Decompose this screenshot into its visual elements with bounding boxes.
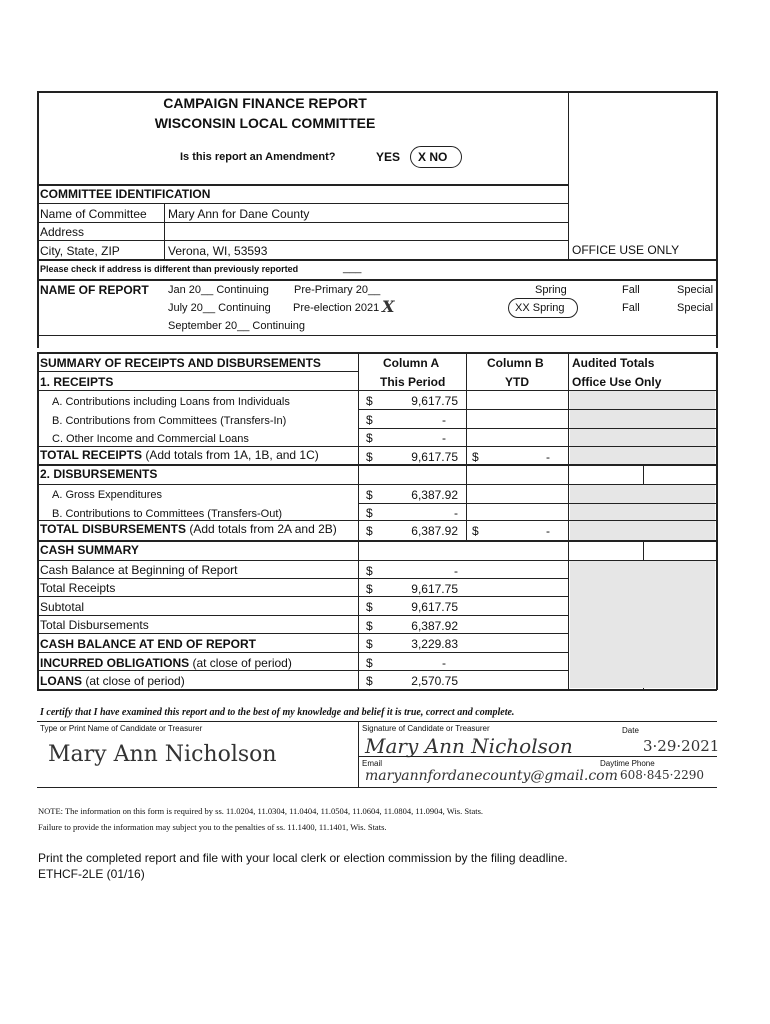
cash-total-disbursements-label: Total Disbursements xyxy=(40,618,149,632)
total-disbursements-label: TOTAL DISBURSEMENTS (Add totals from 2A and 2B) xyxy=(40,522,337,536)
cash-total-receipts-value[interactable]: 9,617.75 xyxy=(411,582,458,596)
committee-name-label: Name of Committee xyxy=(40,207,147,221)
summary-heading: SUMMARY OF RECEIPTS AND DISBURSEMENTS xyxy=(40,356,321,370)
audited-subheading: Office Use Only xyxy=(572,375,662,389)
print-name-label: Type or Print Name of Candidate or Treasurer xyxy=(40,724,203,733)
incurred-obligations-value[interactable]: - xyxy=(442,656,446,670)
receipt-a-value[interactable]: 9,617.75 xyxy=(411,394,458,408)
loans-value[interactable]: 2,570.75 xyxy=(411,674,458,688)
total-disbursements-ytd-value[interactable]: - xyxy=(546,524,550,538)
report-spring[interactable]: Spring xyxy=(535,284,567,296)
committee-name-value[interactable]: Mary Ann for Dane County xyxy=(168,207,310,221)
print-name-value[interactable]: Mary Ann Nicholson xyxy=(48,742,277,767)
total-receipts-label: TOTAL RECEIPTS (Add totals from 1A, 1B, and 1C) xyxy=(40,448,319,462)
note-line-1: NOTE: The information on this form is required by ss. 11.0204, 11.0304, 11.0404, 11.0504, 11.0604, 11.0804, 11.0904, Wis. Stats. xyxy=(38,806,484,816)
report-july[interactable]: July 20__ Continuing xyxy=(168,302,271,314)
disbursement-b-label: B. Contributions to Committees (Transfers-Out) xyxy=(52,508,283,520)
certification-text: I certify that I have examined this report and to the best of my knowledge and belief it is true, correct and complete. xyxy=(40,707,515,718)
disbursement-a-value[interactable]: 6,387.92 xyxy=(411,488,458,502)
cash-total-disbursements-value[interactable]: 6,387.92 xyxy=(411,619,458,633)
city-value[interactable]: Verona, WI, 53593 xyxy=(168,244,268,258)
disbursements-heading: 2. DISBURSEMENTS xyxy=(40,467,158,481)
cash-end-balance-dollar: $ xyxy=(366,637,373,651)
column-a-subheading: This Period xyxy=(380,375,446,389)
disbursement-b-dollar: $ xyxy=(366,506,373,520)
date-label: Date xyxy=(622,726,639,735)
signature-value[interactable]: Mary Ann Nicholson xyxy=(365,734,573,758)
note-line-2: Failure to provide the information may subject you to the penalties of ss. 11.1400, 11.1401, Wis. Stats. xyxy=(38,822,387,832)
disbursement-b-value[interactable]: - xyxy=(454,506,458,520)
report-fall-2[interactable]: Fall xyxy=(622,302,640,314)
disbursement-a-dollar: $ xyxy=(366,488,373,502)
cash-beginning-dollar: $ xyxy=(366,564,373,578)
total-receipts-dollar: $ xyxy=(366,450,373,464)
receipt-a-dollar: $ xyxy=(366,394,373,408)
report-title: CAMPAIGN FINANCE REPORT xyxy=(163,95,367,111)
total-disbursements-dollar: $ xyxy=(366,524,373,538)
total-receipts-value[interactable]: 9,617.75 xyxy=(411,450,458,464)
cash-total-receipts-label: Total Receipts xyxy=(40,581,116,595)
incurred-obligations-label: INCURRED OBLIGATIONS (at close of period) xyxy=(40,656,292,670)
amendment-no[interactable]: X NO xyxy=(418,150,448,164)
filing-instruction: Print the completed report and file with your local clerk or election commission by the filing deadline. xyxy=(38,851,568,865)
amendment-yes[interactable]: YES xyxy=(376,150,401,164)
report-special-2[interactable]: Special xyxy=(677,302,714,314)
receipt-c-label: C. Other Income and Commercial Loans xyxy=(52,433,249,445)
total-receipts-ytd-value[interactable]: - xyxy=(546,450,550,464)
report-pre-election[interactable]: Pre-election 2021 xyxy=(293,302,380,314)
cash-subtotal-dollar: $ xyxy=(366,600,373,614)
office-use-label: OFFICE USE ONLY xyxy=(572,243,680,257)
cash-total-receipts-dollar: $ xyxy=(366,582,373,596)
phone-label: Daytime Phone xyxy=(600,759,655,768)
cash-end-balance-value[interactable]: 3,229.83 xyxy=(411,637,458,651)
report-jan[interactable]: Jan 20__ Continuing xyxy=(168,284,269,296)
disbursement-a-label: A. Gross Expenditures xyxy=(52,489,163,501)
phone-value[interactable]: 608·845·2290 xyxy=(620,768,704,782)
address-change-check[interactable]: ___ xyxy=(343,262,362,274)
date-value[interactable]: 3·29·2021 xyxy=(643,737,720,755)
address-change-note: Please check if address is different than previously reported xyxy=(40,264,299,274)
incurred-obligations-dollar: $ xyxy=(366,656,373,670)
cash-total-disbursements-dollar: $ xyxy=(366,619,373,633)
pre-election-check-mark: X xyxy=(382,297,395,316)
cash-end-balance-label: CASH BALANCE AT END OF REPORT xyxy=(40,637,256,651)
column-b-heading: Column B xyxy=(487,356,544,370)
report-name-label: NAME OF REPORT xyxy=(40,283,149,297)
receipt-a-label: A. Contributions including Loans from Individuals xyxy=(52,396,290,408)
total-disbursements-ytd-dollar: $ xyxy=(472,524,479,538)
receipts-heading: 1. RECEIPTS xyxy=(40,375,114,389)
amendment-question: Is this report an Amendment? xyxy=(180,151,336,163)
receipt-b-value[interactable]: - xyxy=(442,413,446,427)
loans-label: LOANS (at close of period) xyxy=(40,674,185,688)
cash-subtotal-label: Subtotal xyxy=(40,600,85,614)
email-value[interactable]: maryannfordanecounty@gmail.com xyxy=(365,768,618,784)
report-spring-selected[interactable]: XX Spring xyxy=(515,302,565,314)
report-special[interactable]: Special xyxy=(677,284,714,296)
form-number: ETHCF-2LE (01/16) xyxy=(38,867,145,881)
cash-subtotal-value[interactable]: 9,617.75 xyxy=(411,600,458,614)
address-label: Address xyxy=(40,225,85,239)
receipt-c-dollar: $ xyxy=(366,431,373,445)
receipt-b-label: B. Contributions from Committees (Transfers-In) xyxy=(52,415,287,427)
column-b-subheading: YTD xyxy=(505,375,529,389)
signature-label: Signature of Candidate or Treasurer xyxy=(362,724,490,733)
receipt-b-dollar: $ xyxy=(366,413,373,427)
cash-beginning-value[interactable]: - xyxy=(454,564,458,578)
report-subtitle: WISCONSIN LOCAL COMMITTEE xyxy=(154,115,376,131)
report-pre-primary[interactable]: Pre-Primary 20__ xyxy=(294,284,381,296)
loans-dollar: $ xyxy=(366,674,373,688)
cash-beginning-label: Cash Balance at Beginning of Report xyxy=(40,563,238,577)
total-receipts-ytd-dollar: $ xyxy=(472,450,479,464)
audited-heading: Audited Totals xyxy=(572,356,655,370)
report-fall[interactable]: Fall xyxy=(622,284,640,296)
report-september[interactable]: September 20__ Continuing xyxy=(168,320,305,332)
total-disbursements-value[interactable]: 6,387.92 xyxy=(411,524,458,538)
cash-summary-heading: CASH SUMMARY xyxy=(40,543,139,557)
committee-heading: COMMITTEE IDENTIFICATION xyxy=(40,187,211,201)
column-a-heading: Column A xyxy=(383,356,440,370)
email-label: Email xyxy=(362,759,383,768)
receipt-c-value[interactable]: - xyxy=(442,431,446,445)
city-label: City, State, ZIP xyxy=(40,244,120,258)
